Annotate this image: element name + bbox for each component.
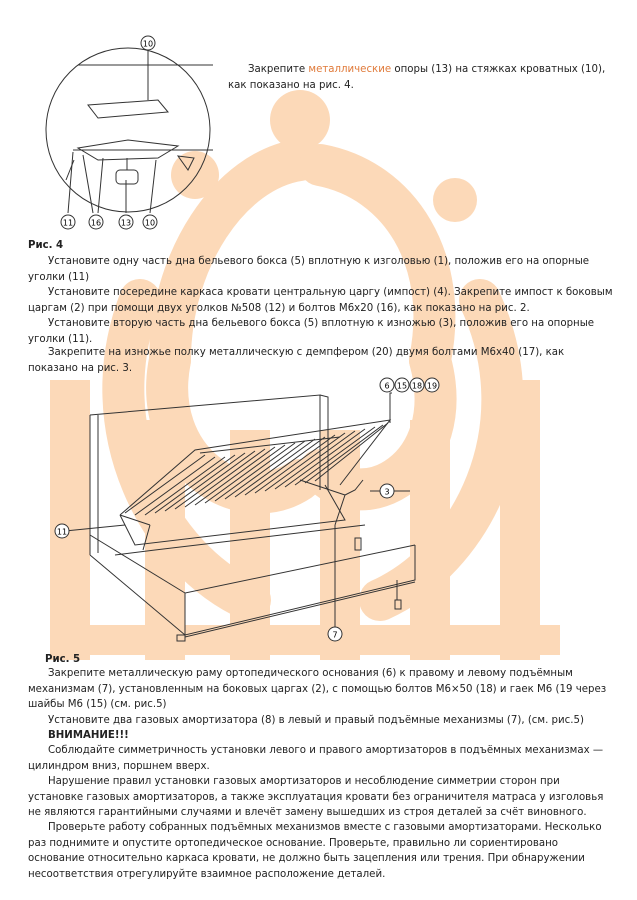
callout-3: 3 (384, 487, 390, 497)
paragraph-a3: Установите вторую часть дна бельевого бокса (5) вплотную к изножью (3), положив его на опорные уголки (11). (28, 318, 595, 345)
figure-5-diagram (45, 375, 495, 645)
paragraph-a1: Установите одну часть дна бельевого бокса (5) вплотную к изголовью (1), положив его на опорные уголки (11) (28, 256, 590, 283)
figure-4-caption: Рис. 4 (28, 240, 64, 251)
paragraph-b1: Закрепите металлическую раму ортопедического основания (6) к правому и левому подъёмным механизмам (7), установленным на боковых царгах (2), с помощью болтов М6×50 (18) и гаек М6 (19 через шайбы М6 (15) (см. рис.5) (28, 668, 607, 711)
callout-13: 13 (120, 218, 132, 228)
callout-10-top: 10 (142, 39, 154, 49)
callout-18: 18 (411, 381, 423, 391)
paragraph-b2: Установите два газовых амортизатора (8) в левый и правый подъёмные механизмы (7), (см. рис.5) (48, 715, 584, 726)
callout-6: 6 (384, 381, 390, 391)
callout-11: 11 (62, 218, 74, 228)
callout-7: 7 (332, 630, 338, 640)
paragraph-c2: Нарушение правил установки газовых амортизаторов и несоблюдение симметрии сторон при установке газовых амортизаторов, а также эксплуатация кровати без ограничителя матраса у изголовья не являются гарантийными случаями и влечёт замену вышедших из строя деталей за счёт виновного. (28, 776, 604, 819)
paragraph-a4: Закрепите на изножье полку металлическую с демпфером (20) двумя болтами М6х40 (17), как показано на рис. 3. (28, 347, 565, 374)
callout-10-bottom: 10 (144, 218, 156, 228)
warning-heading: ВНИМАНИЕ!!! (48, 730, 129, 741)
callout-15: 15 (396, 381, 408, 391)
figure-4-diagram (38, 30, 228, 235)
paragraph-a2: Установите посередине каркаса кровати центральную царгу (импост) (4). Закрепите импост к боковым царгам (2) при помощи двух уголков №508 (12) и болтов М6х20 (16), как показано на рис. 2. (28, 287, 613, 314)
paragraph-c1: Соблюдайте симметричность установки левого и правого амортизаторов в подъёмных механизмах — цилиндром вниз, поршнем вверх. (28, 745, 604, 772)
paragraph-c3: Проверьте работу собранных подъёмных механизмов вместе с газовыми амортизаторами. Несколько раз поднимите и опустите ортопедическое основание. Проверьте, правильно ли сориентировано основание относительно каркаса кровати, не должно быть зацепления или трения. При обнаружении несоответствия отрегулируйте взаимное расположение деталей. (28, 822, 602, 880)
callout-11-fig5: 11 (56, 527, 68, 537)
figure-4-instruction: Закрепите металлические опоры (13) на стяжках кроватных (10), как показано на рис. 4. (228, 64, 606, 91)
figure-5-caption: Рис. 5 (45, 654, 81, 665)
callout-19: 19 (426, 381, 438, 391)
callout-16: 16 (90, 218, 102, 228)
